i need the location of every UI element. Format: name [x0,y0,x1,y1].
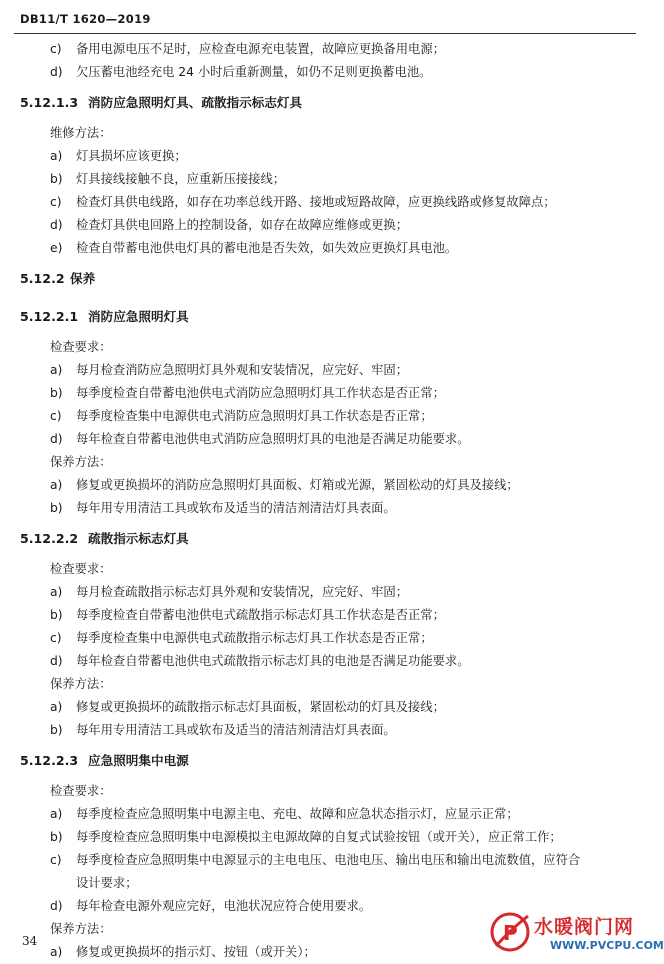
line-text: 修复或更换损坏的消防应急照明灯具面板、灯箱或光源，紧固松动的灯具及接线； [76,478,519,492]
section-heading [0,266,650,292]
list-marker: d) [50,654,63,668]
list-marker: c) [50,409,62,423]
line-text: 检查灯具供电线路，如存在功率总线开路、接地或短路故障，应更换线路或修复故障点； [76,195,556,209]
list-item-continuation [0,872,650,895]
line-text: 每季度检查自带蓄电池供电式消防应急照明灯具工作状态是否正常； [76,386,445,400]
list-marker: a) [50,149,63,163]
line-text: 欠压蓄电池经充电 24 小时后重新测量，如仍不足则更换蓄电池。 [76,65,432,79]
line-text: 设计要求； [76,876,138,890]
line-text: 每年用专用清洁工具或软布及适当的清洁剂清洁灯具表面。 [76,501,396,515]
section-title: 消防应急照明灯具 [88,309,189,324]
line-text: 检查要求： [50,784,112,798]
line-text: 备用电源电压不足时，应检查电源充电装置，故障应更换备用电源； [76,42,445,56]
list-item [0,145,650,168]
list-marker: e) [50,241,63,255]
watermark-url: WWW.PVCPU.COM [550,939,664,952]
paragraph-label [0,336,650,359]
section-title: 消防应急照明灯具、疏散指示标志灯具 [88,95,303,110]
line-text: 每年检查自带蓄电池供电式消防应急照明灯具的电池是否满足功能要求。 [76,432,470,446]
list-item [0,849,650,872]
list-item [0,627,650,650]
line-text: 修复或更换损坏的疏散指示标志灯具面板，紧固松动的灯具及接线； [76,700,445,714]
line-text: 每季度检查应急照明集中电源显示的主电电压、电池电压、输出电压和输出电流数值，应符合 [76,853,581,867]
list-item [0,719,650,742]
line-text: 每年检查电源外观应完好，电池状况应符合使用要求。 [76,899,372,913]
list-marker: a) [50,700,63,714]
list-item [0,497,650,520]
line-text: 每年用专用清洁工具或软布及适当的清洁剂清洁灯具表面。 [76,723,396,737]
list-marker: c) [50,631,62,645]
line-text: 每月检查消防应急照明灯具外观和安装情况，应完好、牢固； [76,363,409,377]
line-text: 每季度检查集中电源供电式疏散指示标志灯具工作状态是否正常； [76,631,433,645]
line-text: 保养方法： [50,922,112,936]
list-item [0,650,650,673]
list-marker: a) [50,807,63,821]
section-title: 应急照明集中电源 [88,753,189,768]
list-item [0,237,650,260]
paragraph-label [0,780,650,803]
list-item [0,38,650,61]
list-marker: b) [50,830,63,844]
document-id: DB11/T 1620—2019 [20,12,151,26]
line-text: 每月检查疏散指示标志灯具外观和安装情况，应完好、牢固； [76,585,409,599]
paragraph-label [0,558,650,581]
list-item [0,803,650,826]
line-text: 每季度检查应急照明集中电源主电、充电、故障和应急状态指示灯，应显示正常； [76,807,519,821]
section-number: 5.12.2.2 [20,531,79,546]
section-number: 5.12.2.1 [20,309,79,324]
list-marker: b) [50,608,63,622]
list-marker: d) [50,899,63,913]
list-item [0,474,650,497]
list-item [0,826,650,849]
list-marker: a) [50,945,63,959]
section-heading [0,90,650,116]
line-text: 检查要求： [50,562,112,576]
list-marker: d) [50,432,63,446]
list-marker: d) [50,218,63,232]
section-title: 保养 [70,271,96,286]
section-number: 5.12.1.3 [20,95,79,110]
line-text: 检查要求： [50,340,112,354]
line-text: 每季度检查应急照明集中电源模拟主电源故障的自复式试验按钮（或开关），应正常工作； [76,830,562,844]
paragraph-label [0,673,650,696]
line-text: 每季度检查集中电源供电式消防应急照明灯具工作状态是否正常； [76,409,433,423]
list-item [0,604,650,627]
list-marker: a) [50,585,63,599]
list-marker: b) [50,501,63,515]
paragraph-label [0,451,650,474]
list-marker: b) [50,172,63,186]
list-marker: c) [50,42,62,56]
list-item [0,382,650,405]
list-item [0,168,650,191]
section-heading [0,304,650,330]
list-item [0,581,650,604]
watermark-logo-letter: P [503,921,518,945]
list-item [0,359,650,382]
header-rule [14,33,636,34]
line-text: 维修方法： [50,126,112,140]
watermark [488,910,664,956]
paragraph-label [0,122,650,145]
line-text: 保养方法： [50,455,112,469]
line-text: 灯具损坏应该更换； [76,149,187,163]
list-item [0,428,650,451]
line-text: 修复或更换损坏的指示灯、按钮（或开关）； [76,945,316,959]
list-marker: c) [50,853,62,867]
list-marker: b) [50,723,63,737]
section-number: 5.12.2.3 [20,753,79,768]
list-marker: b) [50,386,63,400]
watermark-name: 水暖阀门网 [534,916,635,938]
document-body [0,38,650,964]
section-heading [0,526,650,552]
list-item [0,61,650,84]
line-text: 灯具接线接触不良，应重新压接接线； [76,172,286,186]
list-item [0,696,650,719]
list-marker: d) [50,65,63,79]
line-text: 检查自带蓄电池供电灯具的蓄电池是否失效，如失效应更换灯具电池。 [76,241,458,255]
section-number: 5.12.2 [20,271,65,286]
section-title: 疏散指示标志灯具 [88,531,189,546]
list-marker: a) [50,363,63,377]
list-item [0,214,650,237]
line-text: 检查灯具供电回路上的控制设备，如存在故障应维修或更换； [76,218,409,232]
list-marker: c) [50,195,62,209]
list-item [0,405,650,428]
line-text: 保养方法： [50,677,112,691]
line-text: 每季度检查自带蓄电池供电式疏散指示标志灯具工作状态是否正常； [76,608,445,622]
watermark-logo-icon [488,910,534,956]
list-item [0,191,650,214]
list-marker: a) [50,478,63,492]
line-text: 每年检查自带蓄电池供电式疏散指示标志灯具的电池是否满足功能要求。 [76,654,470,668]
page-number: 34 [22,934,38,948]
section-heading [0,748,650,774]
